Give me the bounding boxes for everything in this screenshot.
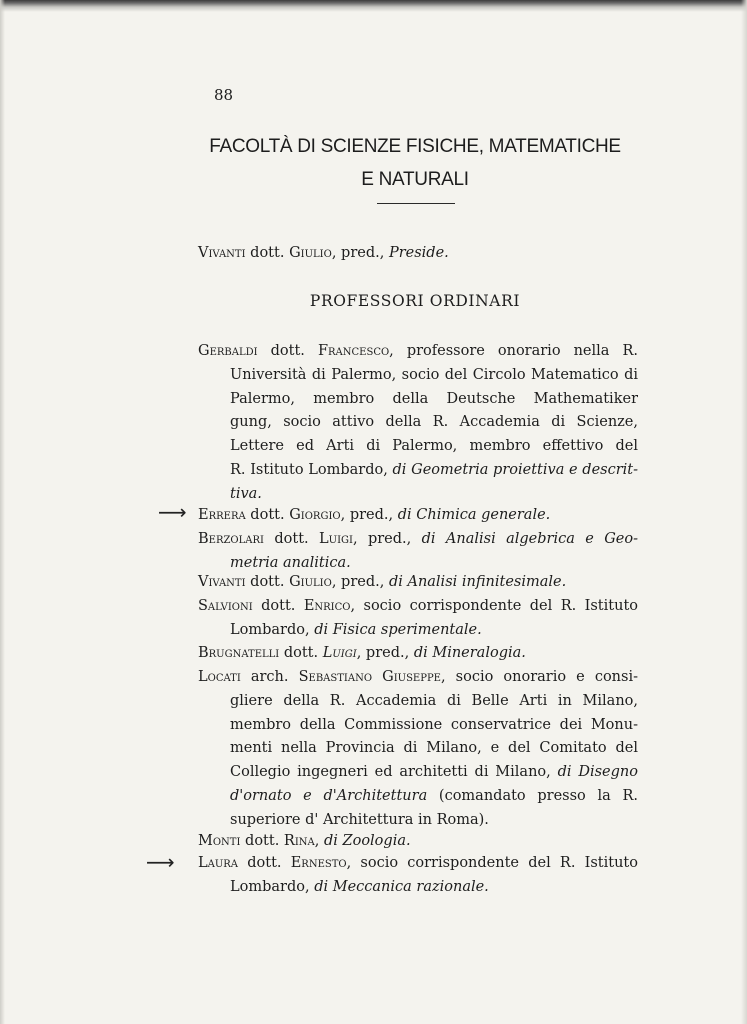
entry-laura: Laura dott. Ernesto, socio corrispondente del R. Istituto Lombardo, di Meccanica razionale. <box>198 855 638 895</box>
page-top-edge <box>0 0 747 12</box>
page-number: 88 <box>214 86 234 104</box>
faculty-title-line1: FACOLTÀ DI SCIENZE FISICHE, MATEMATICHE <box>209 136 621 157</box>
entry-surname: Gerbaldi <box>198 343 258 359</box>
entry-berzolari: Berzolari dott. Luigi, pred., di Analisi algebrica e Geo- metria analitica. <box>198 531 638 571</box>
preside-surname: Vivanti <box>198 245 246 261</box>
entry-monti: Monti dott. Rina, di Zoologia. <box>198 833 411 849</box>
preside-line: Vivanti dott. Giulio, pred., Preside. <box>198 245 449 261</box>
entry-subject: di Geometria proiettiva e descrit- <box>392 461 638 478</box>
preside-role: Preside. <box>388 245 449 261</box>
section-title: PROFESSORI ORDINARI <box>309 292 521 310</box>
entry-vivanti: Vivanti dott. Giulio, pred., di Analisi infinitesimale. <box>198 574 567 590</box>
entry-gerbaldi: Gerbaldi dott. Francesco, professore onorario nella R. Università di Palermo, socio del Circolo Matematico di Palermo, membro della Deutsche Mathematiker gung, socio attivo della R. Accademia di Scienze, Lettere ed Arti di Palermo, membro effettivo del R. Istituto Lombardo, di Geometria proiettiva e descrit- tiva. <box>198 343 638 502</box>
title-divider <box>377 203 455 204</box>
preside-firstname: Giulio <box>289 245 332 261</box>
entry-brugnatelli: Brugnatelli dott. Luigi, pred., di Mineralogia. <box>198 645 526 661</box>
page-left-edge <box>0 0 5 1024</box>
entry-salvioni: Salvioni dott. Enrico, socio corrispondente del R. Istituto Lombardo, di Fisica sperimentale. <box>198 598 638 638</box>
handwritten-arrow-icon: ⟶ <box>158 500 187 524</box>
handwritten-arrow-icon: ⟶ <box>146 850 175 874</box>
entry-errera: Errera dott. Giorgio, pred., di Chimica generale. <box>198 507 551 523</box>
faculty-title-line2: E NATURALI <box>361 169 469 190</box>
page-right-edge <box>741 0 747 1024</box>
entry-firstname: Francesco <box>317 343 390 359</box>
entry-locati: Locati arch. Sebastiano Giuseppe, socio onorario e consi- gliere della R. Accademia di Belle Arti in Milano, membro della Commissione conservatrice dei Monu- menti nella Provincia di Milano, e del Comitato del Collegio ingegneri ed architetti di Milano, di Disegno d'ornato e d'Architettura (comandato presso la R. superiore d' Architettura in Roma). <box>198 669 638 828</box>
